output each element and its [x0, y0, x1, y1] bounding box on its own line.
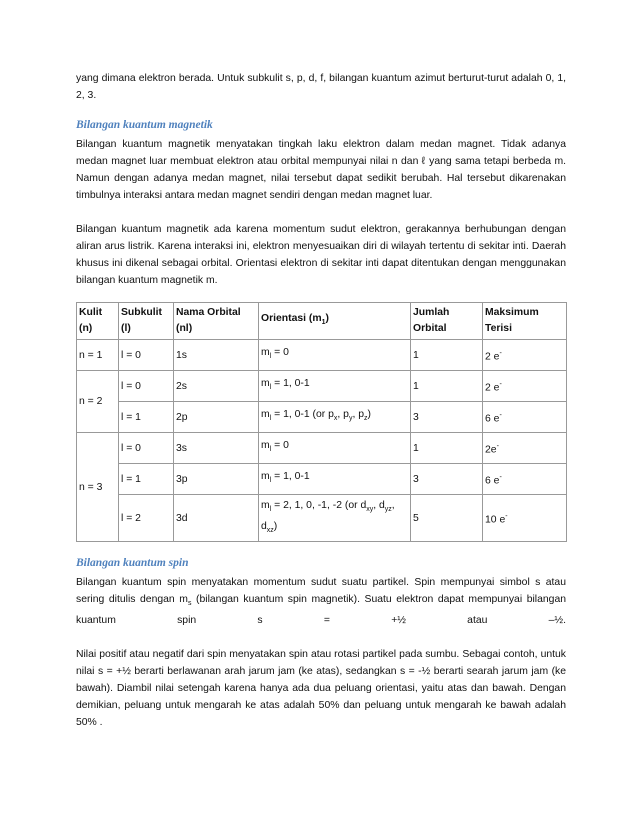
- document-page: [76, 70, 566, 731]
- cell-l: l = 0: [119, 433, 174, 464]
- intro-paragraph: yang dimana elektron berada. Untuk subkulit s, p, d, f, bilangan kuantum azimut berturut-turut adalah 0, 1, 2, 3.: [76, 73, 566, 101]
- header-subkulit: Subkulit (l): [119, 303, 174, 340]
- table-row: [77, 433, 567, 464]
- cell-jumlah: 1: [411, 340, 483, 371]
- cell-m: $m_l = 1$, 0-1: [259, 464, 411, 495]
- header-nama-orbital: Nama Orbital (nl): [174, 303, 259, 340]
- cell-n: n = 1: [77, 340, 119, 371]
- cell-m: $m_l = 1$, 0-1: [259, 371, 411, 402]
- cell-jumlah: 3: [411, 402, 483, 433]
- table-row: [77, 371, 567, 402]
- heading-magnetik: Bilangan kuantum magnetik: [76, 119, 213, 131]
- cell-maks: 2 e-: [483, 340, 567, 371]
- header-jumlah-orbital: Jumlah Orbital: [411, 303, 483, 340]
- orbital-table: [76, 302, 567, 542]
- cell-jumlah: 3: [411, 464, 483, 495]
- cell-nl: 3d: [174, 495, 259, 542]
- cell-l: l = 1: [119, 402, 174, 433]
- cell-n: n = 2: [77, 371, 119, 433]
- header-kulit: Kulit (n): [77, 303, 119, 340]
- header-orientasi: Orientasi $(m_1)$: [259, 303, 411, 340]
- cell-n: n = 3: [77, 433, 119, 542]
- cell-nl: 1s: [174, 340, 259, 371]
- heading-spin: Bilangan kuantum spin: [76, 557, 189, 570]
- magnetik-paragraph-2: Bilangan kuantum magnetik ada karena momentum sudut elektron, gerakannya berhubungan dengan aliran arus listrik. Karena interaksi ini, elektron menyesuaikan diri di wilayah tertentu di sekitar inti. Daerah khusus ini dikenal sebagai orbital. Orientasi elektron di sekitar inti dapat ditentukan dengan menggunakan bilangan kuantum magnetik m.: [76, 224, 566, 286]
- table-row: [77, 495, 567, 542]
- cell-l: l = 0: [119, 371, 174, 402]
- cell-m: $m_l = 0$: [259, 340, 411, 371]
- cell-jumlah: 5: [411, 495, 483, 542]
- cell-jumlah: 1: [411, 433, 483, 464]
- cell-l: l = 0: [119, 340, 174, 371]
- table-header-row: [77, 303, 567, 340]
- cell-m: $m_l = 1$, 0-1 (or $p_x$, $p_y$, $p_z$): [259, 402, 411, 433]
- cell-m: $m_l = 0$: [259, 433, 411, 464]
- magnetik-paragraph-1: Bilangan kuantum magnetik menyatakan tingkah laku elektron dalam medan magnet. Tidak adanya medan magnet luar membuat elektron atau orbital mempunyai nilai n dan ℓ yang sama tetapi berbeda m. Namun dengan adanya medan magnet, nilai tersebut dapat sedikit berubah. Hal tersebut dikarenakan timbulnya interaksi antara medan magnet sendiri dengan medan magnet luar.: [76, 139, 566, 201]
- cell-m: $m_l = 2$, 1, 0, -1, -2 (or $d_{xy}$, $d_{yz}$, $d_{xz}$): [259, 495, 411, 542]
- cell-nl: 2p: [174, 402, 259, 433]
- cell-jumlah: 1: [411, 371, 483, 402]
- table-row: [77, 464, 567, 495]
- table-row: [77, 340, 567, 371]
- cell-l: l = 2: [119, 495, 174, 542]
- cell-maks: 10 e-: [483, 495, 567, 542]
- cell-maks: 6 e-: [483, 464, 567, 495]
- spin-paragraph-1: Bilangan kuantum spin menyatakan momentum sudut suatu partikel. Spin mempunyai simbol s atau sering ditulis dengan $m_s$ (bilangan kuantum spin magnetik). Suatu elektron dapat mempunyai bilangan kuantum spin s = +½ atau –½.: [76, 577, 566, 627]
- cell-maks: 2 e-: [483, 371, 567, 402]
- cell-maks: 6 e-: [483, 402, 567, 433]
- cell-maks: 2e-: [483, 433, 567, 464]
- spin-paragraph-2: Nilai positif atau negatif dari spin menyatakan spin atau rotasi partikel pada sumbu. Sebagai contoh, untuk nilai s = +½ berarti berlawanan arah jarum jam (ke atas), sedangkan s = -½ berarti searah jarum jam (ke bawah). Diambil nilai setengah karena hanya ada dua peluang orientasi, yaitu atas dan bawah. Dengan demikian, peluang untuk mengarah ke atas adalah 50% dan peluang untuk mengarah ke bawah adalah 50% .: [76, 649, 566, 729]
- table-row: [77, 402, 567, 433]
- header-maksimum-terisi: Maksimum Terisi: [483, 303, 567, 340]
- cell-l: l = 1: [119, 464, 174, 495]
- cell-nl: 3s: [174, 433, 259, 464]
- cell-nl: 3p: [174, 464, 259, 495]
- cell-nl: 2s: [174, 371, 259, 402]
